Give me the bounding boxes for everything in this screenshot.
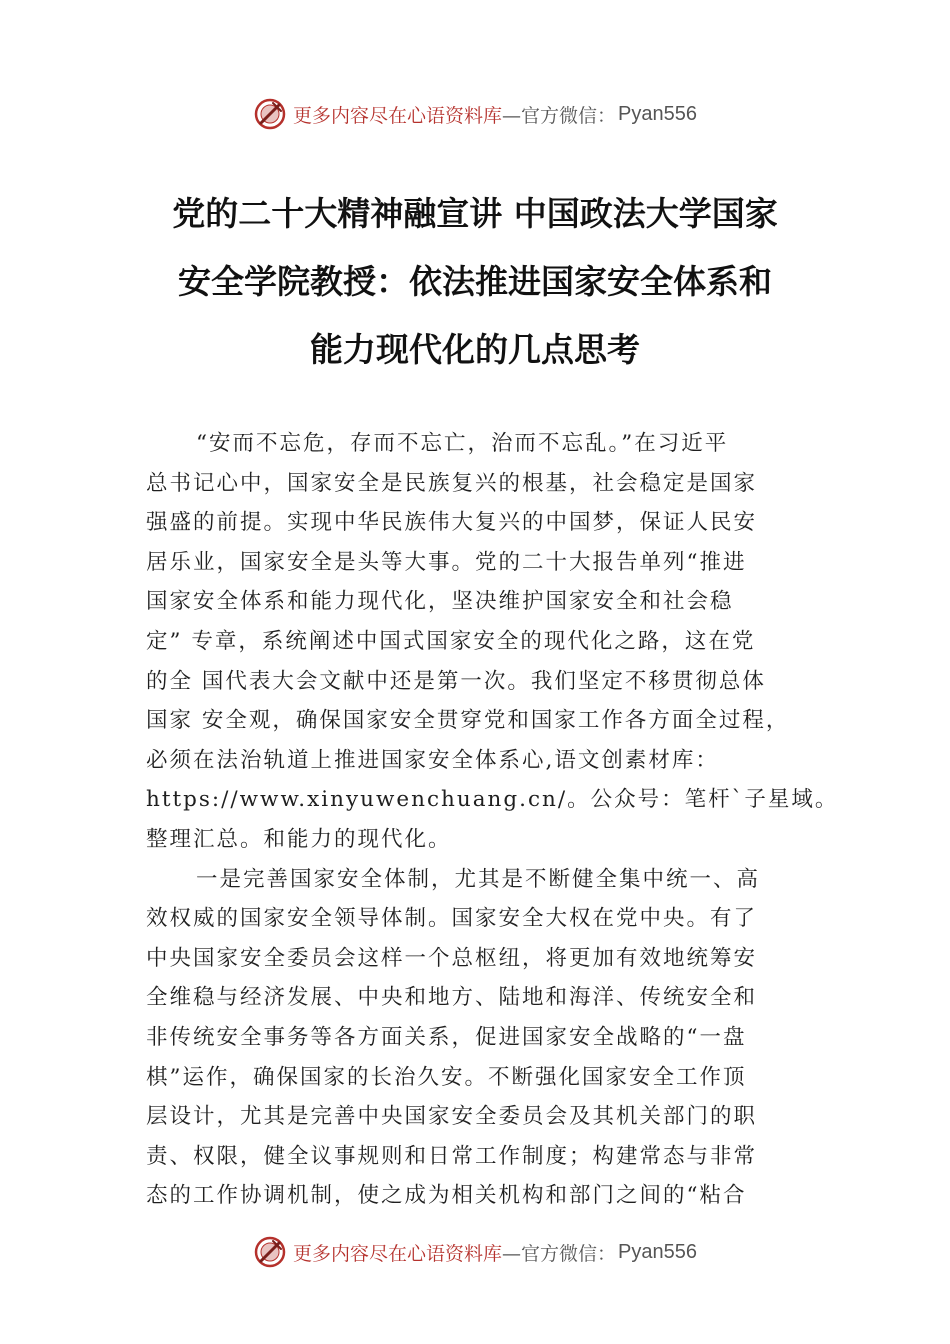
paragraph-2-line: 棋”运作，确保国家的长治久安。不断强化国家安全工作顶 [146,1064,747,1090]
paragraph-2-line: 中央国家安全委员会这样一个总枢纽，将更加有效地统筹安 [146,945,758,971]
paragraph-2-line: 态的工作协调机制，使之成为相关机构和部门之间的“粘合 [146,1183,747,1209]
paragraph-1-line: 居乐业，国家安全是头等大事。党的二十大报告单列“推进 [146,549,747,575]
paragraph-2-line: 层设计，尤其是完善中央国家安全委员会及其机关部门的职 [146,1104,758,1130]
paragraph-1-line: 必须在法治轨道上推进国家安全体系心,语文创素材库： [146,747,719,773]
paragraph-1-line: “安而不忘危，存而不忘亡，治而不忘乱。”在习近平 [196,431,729,456]
footer-banner [0,1232,950,1272]
banner-wechat-label: —官方微信： [502,1242,617,1265]
title-line: 党的二十大精神融宣讲 中国政法大学国家 [172,194,778,233]
document-title [100,180,850,384]
paragraph-1-line: https://www.xinyuwenchuang.cn/。公众号：笔杆`子星域。 [146,787,839,813]
paragraph-1-line: 国家安全体系和能力现代化，坚决维护国家安全和社会稳 [146,589,734,615]
banner-library-text: 更多内容尽在心语资料库 [293,104,503,127]
document-body [146,424,839,1216]
banner-wechat-id: Pyan556 [618,102,697,125]
paragraph-1-line: 整理汇总。和能力的现代化。 [146,826,452,852]
paragraph-2-line: 全维稳与经济发展、中央和地方、陆地和海洋、传统安全和 [146,985,758,1011]
header-banner [0,94,950,134]
banner-wechat-label: —官方微信： [502,104,617,127]
banner-wechat-id: Pyan556 [618,1240,697,1263]
paragraph-2-line: 一是完善国家安全体制，尤其是不断健全集中统一、高 [196,866,761,892]
paragraph-2-line: 效权威的国家安全领导体制。国家安全大权在党中央。有了 [146,906,758,932]
paragraph-2-line: 非传统安全事务等各方面关系，促进国家安全战略的“一盘 [146,1024,747,1050]
red-seal-logo-icon [253,1235,287,1269]
paragraph-1-line: 强盛的前提。实现中华民族伟大复兴的中国梦，保证人民安 [146,510,758,536]
title-line: 安全学院教授：依法推进国家安全体系和 [178,262,772,301]
paragraph-1-line: 国家 安全观，确保国家安全贯穿党和国家工作各方面全过程， [146,708,790,734]
red-seal-logo-icon [253,97,287,131]
paragraph-2-line: 责、权限，健全议事规则和日常工作制度；构建常态与非常 [146,1143,758,1169]
title-line: 能力现代化的几点思考 [310,330,640,369]
paragraph-1-line: 定” 专章，系统阐述中国式国家安全的现代化之路，这在党 [146,628,756,654]
paragraph-1-line: 总书记心中，国家安全是民族复兴的根基，社会稳定是国家 [146,470,758,496]
banner-library-text: 更多内容尽在心语资料库 [293,1242,503,1265]
paragraph-1-line: 的全 国代表大会文献中还是第一次。我们坚定不移贯彻总体 [146,668,766,694]
